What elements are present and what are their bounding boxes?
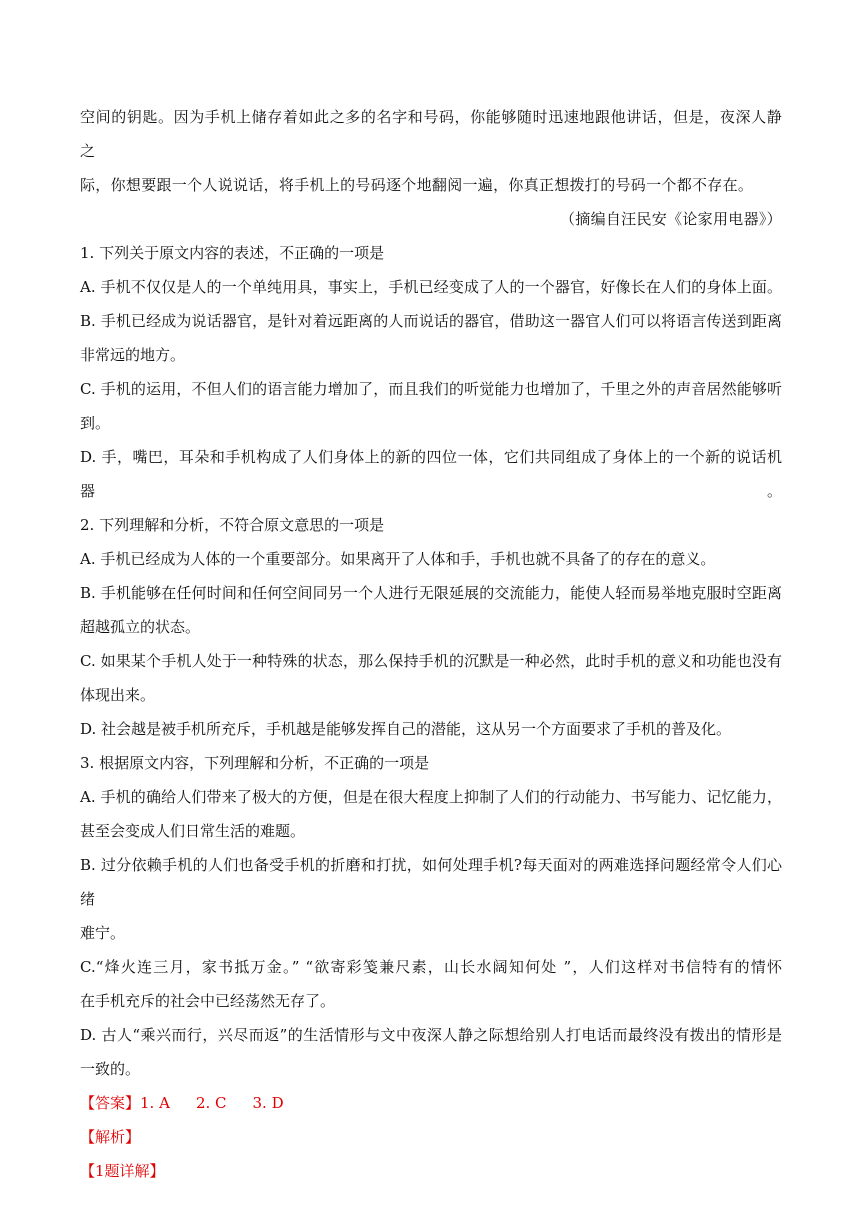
option-d-line-1: D. 古人“乘兴而行，兴尽而返”的生活情形与文中夜深人静之际想给别人打电话而最终没有拨出的情形是: [80, 1026, 782, 1044]
option-b-line-1: B. 过分依赖手机的人们也备受手机的折磨和打扰，如何处理手机?每天面对的两难选择问题经常令人们心绪: [80, 856, 782, 908]
option-b-line-1: B. 手机能够在任何时间和任何空间同另一个人进行无限延展的交流能力，能使人轻而易举地克服时空距离: [80, 584, 782, 602]
option-a: A. 手机不仅仅是人的一个单纯用具，事实上，手机已经变成了人的一个器官，好像长在人们的身体上面。: [80, 278, 782, 296]
option-b-line-1: B. 手机已经成为说话器官，是针对着远距离的人而说话的器官，借助这一器官人们可以将语言传送到距离: [80, 312, 782, 330]
answer-label: 【答案】: [80, 1094, 141, 1112]
passage-line-1: 空间的钥匙。因为手机上储存着如此之多的名字和号码，你能够随时迅速地跟他讲话，但是，夜深人静之: [80, 108, 782, 160]
question-stem: 1. 下列关于原文内容的表述，不正确的一项是: [80, 244, 385, 262]
option-b-line-2: 非常远的地方。: [80, 346, 186, 364]
option-c-line-1: C. 手机的运用，不但人们的语言能力增加了，而且我们的听觉能力也增加了，千里之外的声音居然能够听: [80, 380, 782, 398]
answer-line: [80, 1086, 782, 1120]
option-a-line-1: A. 手机的确给人们带来了极大的方便，但是在很大程度上抑制了人们的行动能力、书写能力、记忆能力，: [80, 788, 782, 806]
option-d: D. 手，嘴巴，耳朵和手机构成了人们身体上的新的四位一体，它们共同组成了身体上的一个新的说话机器。: [80, 448, 782, 500]
option-a: A. 手机已经成为人体的一个重要部分。如果离开了人体和手，手机也就不具备了的存在的意义。: [80, 550, 716, 568]
option-c-line-2: 在手机充斥的社会中已经荡然无存了。: [80, 992, 336, 1010]
option-c-line-1: C.“烽火连三月，家书抵万金。” “欲寄彩笺兼尺素，山长水阔知何处 ”，人们这样对书信特有的情怀: [80, 958, 782, 976]
option-c-line-2: 到。: [80, 414, 111, 432]
answer-2: 2. C: [195, 1094, 227, 1112]
question-1: [80, 236, 782, 508]
question-2: [80, 508, 782, 746]
answer-1: 1. A: [140, 1094, 170, 1112]
analysis-label: 【解析】: [80, 1128, 141, 1146]
passage-source: （摘编自汪民安《论家用电器》）: [559, 210, 782, 228]
answer-3: 3. D: [252, 1094, 284, 1112]
question-stem: 2. 下列理解和分析，不符合原文意思的一项是: [80, 516, 385, 534]
option-d: D. 社会越是被手机所充斥，手机越是能够发挥自己的潜能，这从另一个方面要求了手机的普及化。: [80, 720, 732, 738]
passage-line-2: 际，你想要跟一个人说说话，将手机上的号码逐个地翻阅一遍，你真正想拨打的号码一个都不存在。: [80, 176, 754, 194]
question-stem: 3. 根据原文内容，下列理解和分析，不正确的一项是: [80, 754, 430, 772]
option-c-line-1: C. 如果某个手机人处于一种特殊的状态，那么保持手机的沉默是一种必然，此时手机的意义和功能也没有: [80, 652, 782, 670]
detail-label: 【1题详解】: [80, 1162, 165, 1180]
question-3: [80, 746, 782, 1086]
option-b-line-2: 难宁。: [80, 924, 126, 942]
option-a-line-2: 甚至会变成人们日常生活的难题。: [80, 822, 306, 840]
option-c-line-2: 体现出来。: [80, 686, 156, 704]
option-b-line-2: 超越孤立的状态。: [80, 618, 201, 636]
option-d-line-2: 一致的。: [80, 1060, 141, 1078]
